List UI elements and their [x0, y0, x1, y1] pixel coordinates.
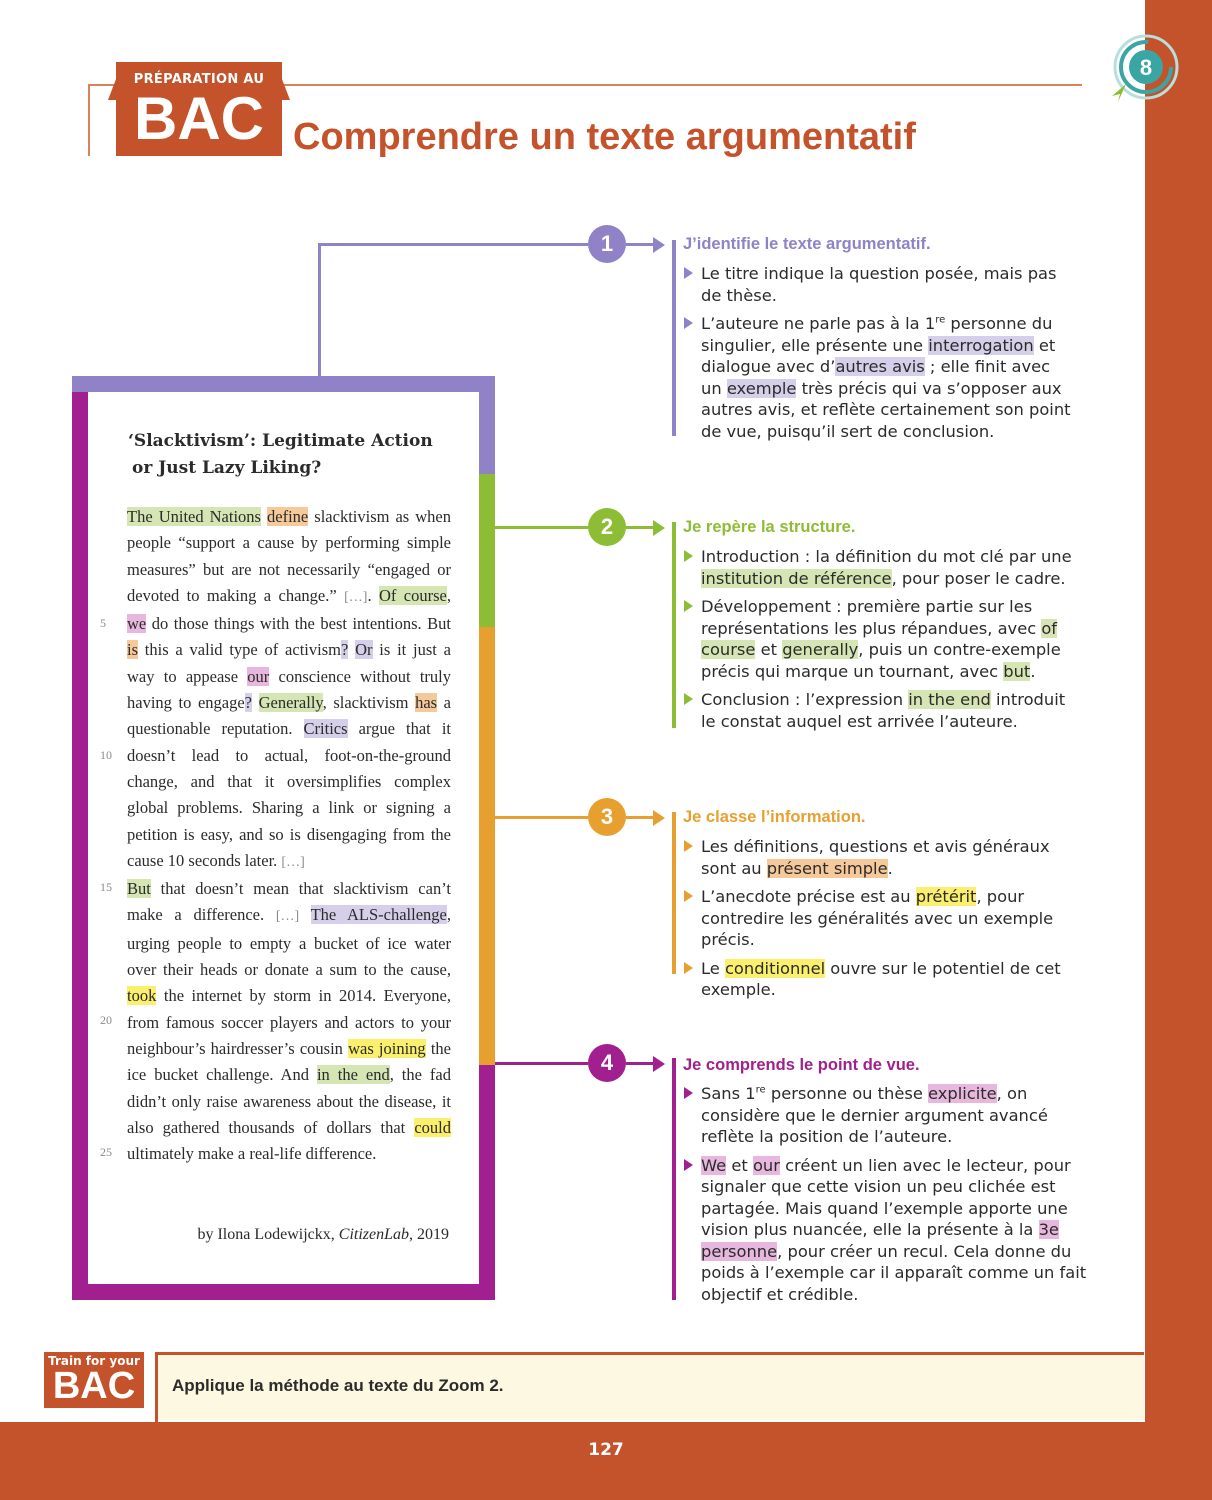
step-bullet [683, 596, 1083, 682]
text-segment: . [887, 858, 893, 878]
step-1-title: J’identifie le texte argumentatif. [683, 235, 931, 253]
text-segment: et [755, 640, 783, 659]
line-number: 5 [100, 616, 106, 630]
text-segment [252, 693, 259, 712]
train-bac-label: BAC [52, 1365, 136, 1407]
text-segment: , puis un contre-exemple précis qui marque un tournant, avec [701, 640, 1061, 681]
right-page-band [1145, 0, 1212, 1500]
step-bullet [683, 958, 1073, 1001]
step-bullet [683, 546, 1083, 589]
highlight: explicite [928, 1084, 997, 1103]
highlight: 3e personne [701, 1220, 1059, 1261]
connector-2-arrow-line [626, 526, 656, 529]
text-segment: the internet by storm in 2014. Everyone, from famous soccer players and actors to your neighbour’s hairdresser’s cousin [127, 986, 451, 1058]
text-segment: , urging people to empty a bucket of ice water over their heads or donate a sum to the cause, [127, 905, 452, 980]
text-segment: , pour poser le cadre. [891, 568, 1066, 588]
highlight: The ALS-challenge [310, 905, 447, 925]
highlight: was joining [348, 1038, 426, 1058]
badge-arrow-icon [1112, 84, 1126, 102]
step-bullet [683, 689, 1083, 732]
step-bullet [683, 263, 1073, 306]
header-rule-vertical [88, 84, 90, 156]
article-paragraph [127, 876, 451, 1167]
step-4-list [683, 1083, 1088, 1312]
connector-2-horizontal [495, 526, 588, 529]
highlight: of course [701, 618, 1058, 659]
highlight: define [267, 507, 309, 526]
text-segment: Les définitions, questions et avis généraux sont au [701, 837, 1050, 878]
highlight: institution de référence [701, 568, 892, 588]
exercise-text: Applique la méthode au texte du Zoom 2. [172, 1376, 504, 1395]
text-segment: […] [281, 854, 305, 870]
text-segment: the ice bucket challenge. And [127, 1038, 451, 1085]
text-segment: personne ou thèse [765, 1084, 929, 1103]
connector-1-vertical [318, 243, 321, 376]
step-3-number: 3 [588, 798, 626, 836]
text-segment: introduit le constat auquel est arrivée l’auteure. [701, 690, 1066, 731]
text-segment: , pour contredire les généralités avec un exemple précis. [701, 887, 1054, 949]
line-number: 10 [100, 748, 112, 762]
highlight: generally [782, 640, 859, 659]
highlight: But [127, 879, 151, 899]
article-body [127, 504, 451, 1167]
text-segment: this a valid type of activism [138, 640, 341, 660]
text-segment: slacktivism as when people “support a cause by performing simple measures” but are not necessarily “engaged or devoted to making a change.” [127, 507, 452, 605]
text-segment: , slacktivism [322, 693, 416, 713]
arrow-right-icon [653, 810, 665, 826]
article-border-right-purple [479, 376, 495, 474]
text-segment: et dialogue avec d’ [701, 335, 1056, 376]
highlight: prétérit [915, 887, 977, 906]
text-segment: . [1030, 661, 1036, 681]
article-title-line2: or Just Lazy Liking? [132, 458, 322, 478]
highlight: is [127, 640, 139, 660]
text-segment: is it just a way to appease [127, 640, 452, 686]
text-segment: argue that it doesn’t lead to actual, foot-on-the-ground change, and that it oversimplifies complex global problems. Sharing a link or signing a petition is easy, and so is disengaging from the cause 10 seconds later. [127, 719, 451, 870]
step-2-title: Je repère la structure. [683, 518, 856, 536]
highlight: ? [244, 693, 252, 713]
text-segment: et [726, 1155, 753, 1175]
highlight: in the end [316, 1065, 390, 1085]
step-3-title: Je classe l’information. [683, 808, 866, 826]
text-segment: Conclusion : l’expression [701, 690, 909, 709]
text-segment: , the fad didn’t only raise awareness about the disease, it also gathered thousands of dollars that [127, 1065, 451, 1137]
connector-3-arrow-line [626, 816, 656, 819]
text-segment: conscience without truly having to engage [127, 666, 451, 713]
highlight: our [247, 666, 270, 686]
step-bullet [683, 836, 1073, 879]
arrow-right-icon [653, 237, 665, 253]
text-segment: L’anecdote précise est au [701, 887, 916, 906]
connector-4-horizontal [495, 1062, 588, 1065]
bac-prep-label: PRÉPARATION AU [133, 72, 265, 87]
text-segment: […] [344, 589, 368, 605]
text-segment: a questionable reputation. [127, 693, 452, 739]
highlight: but [1003, 661, 1031, 681]
text-segment [299, 905, 310, 924]
step-2-bar [672, 522, 676, 728]
text-segment: that doesn’t mean that slacktivism can’t make a difference. [127, 879, 451, 925]
byline-author: by Ilona Lodewijckx, [197, 1226, 339, 1243]
article-title [128, 428, 448, 482]
highlight: could [414, 1117, 451, 1137]
text-segment: do those things with the best intentions. But [146, 614, 451, 634]
highlight: autres avis [835, 357, 925, 376]
text-segment: L’auteure ne parle pas à la 1 [701, 314, 936, 333]
highlight: has [415, 693, 438, 713]
highlight: exemple [726, 378, 797, 398]
line-number: 20 [100, 1013, 112, 1027]
step-bullet [683, 1155, 1088, 1306]
step-1-list [683, 263, 1073, 449]
connector-1-horizontal [318, 243, 588, 246]
highlight: Generally [258, 693, 323, 713]
highlight: The United Nations [127, 507, 261, 526]
article-paragraph [127, 504, 451, 876]
step-4-title: Je comprends le point de vue. [683, 1056, 920, 1074]
article-border-top [72, 376, 495, 392]
highlight: we [127, 614, 147, 634]
article-border-bottom [72, 1284, 495, 1300]
text-segment: personne du singulier, elle présente une [701, 314, 1053, 355]
text-segment: re [935, 314, 946, 326]
text-segment: Développement : première partie sur les représentations les plus répandues, avec [701, 597, 1042, 638]
chapter-badge [1110, 34, 1180, 104]
highlight: took [127, 986, 157, 1006]
highlight: présent simple [766, 858, 888, 878]
highlight: We [701, 1155, 727, 1175]
train-label: Train for your [48, 1354, 140, 1368]
step-bullet [683, 1083, 1088, 1148]
line-number: 15 [100, 880, 112, 894]
step-2-list [683, 546, 1083, 739]
article-border-right-orange [479, 627, 495, 1065]
article-byline [127, 1226, 449, 1244]
article-title-line1: ‘Slacktivism’: Legitimate Action [128, 431, 433, 451]
text-segment: . [367, 585, 379, 605]
badge-number: 8 [1139, 55, 1153, 80]
text-segment: très précis qui va s’opposer aux autres avis, et reflète certainement son point de vue, puisqu’il sert de conclusion. [701, 378, 1071, 441]
highlight: Critics [303, 719, 348, 739]
highlight: Of course [378, 585, 447, 605]
bac-label: BAC [134, 85, 264, 152]
step-3-bar [672, 812, 676, 974]
page-number: 127 [588, 1440, 624, 1460]
step-bullet [683, 313, 1073, 442]
bottom-bar [0, 1422, 1212, 1500]
text-segment: Introduction : la définition du mot clé par une [701, 547, 1072, 566]
highlight: our [752, 1155, 780, 1175]
step-3-list [683, 836, 1073, 1008]
arrow-right-icon [653, 520, 665, 536]
text-segment: ; elle finit avec un [701, 357, 1051, 398]
text-segment: , pour créer un recul. Cela donne du poids à l’exemple car il apparaît comme un fait objectif et crédible. [701, 1241, 1087, 1304]
step-bullet [683, 886, 1073, 951]
text-segment: créent un lien avec le lecteur, pour signaler que cette vision un peu clichée est partagée. Mais quand l’exemple apporte une vision plus nuancée, elle la présente à la [701, 1155, 1071, 1239]
text-segment: Le titre indique la question posée, mais pas de thèse. [701, 264, 1057, 305]
article-border-right-green [479, 474, 495, 627]
step-2-number: 2 [588, 508, 626, 546]
text-segment: Le [701, 958, 725, 978]
article-border-left [72, 376, 88, 1300]
page-title: Comprendre un texte argumentatif [293, 116, 916, 158]
step-4-bar [672, 1058, 676, 1300]
step-1-number: 1 [588, 225, 626, 263]
text-segment: , on considère que le dernier argument avancé reflète la position de l’auteure. [701, 1084, 1048, 1146]
connector-1-arrow-line [626, 243, 656, 246]
text-segment: ouvre sur le potentiel de cet exemple. [701, 958, 1061, 999]
text-segment: re [755, 1084, 766, 1096]
text-segment: Sans 1 [701, 1084, 756, 1103]
text-segment: , [446, 585, 451, 605]
highlight: interrogation [928, 335, 1034, 355]
step-4-number: 4 [588, 1044, 626, 1082]
connector-3-horizontal [495, 816, 588, 819]
text-segment: […] [275, 909, 300, 925]
highlight: in the end [908, 690, 991, 709]
highlight: ? [340, 640, 349, 660]
article-border-right-magenta [479, 1065, 495, 1300]
line-number: 25 [100, 1145, 112, 1159]
byline-year: , 2019 [409, 1226, 449, 1243]
step-1-bar [672, 240, 676, 436]
highlight: Or [355, 640, 373, 660]
arrow-right-icon [653, 1056, 665, 1072]
text-segment: ultimately make a real-life difference. [127, 1144, 377, 1164]
connector-4-arrow-line [626, 1062, 656, 1065]
byline-source: CitizenLab [338, 1226, 409, 1243]
highlight: conditionnel [724, 958, 826, 978]
